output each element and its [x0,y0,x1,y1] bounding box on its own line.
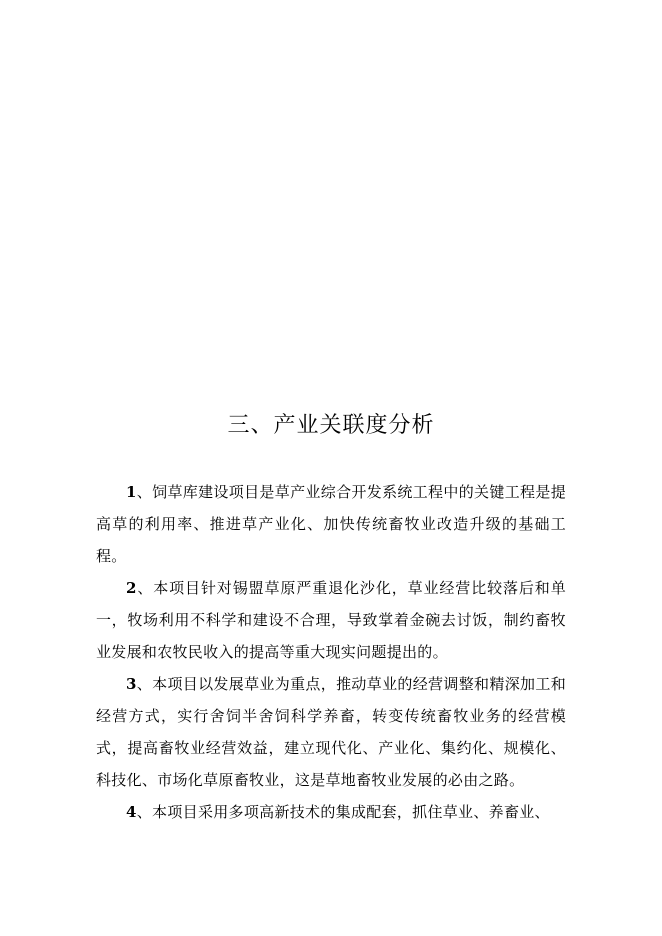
paragraph-number: 1 [126,483,137,501]
paragraph-text: 、本项目针对锡盟草原严重退化沙化，草业经营比较落后和单一，牧场利用不科学和建设不合理，导致掌着金碗去讨饭，制约畜牧业发展和农牧民收入的提高等重大现实问题提出的。 [96,579,566,661]
paragraph-text: 、本项目以发展草业为重点，推动草业的经营调整和精深加工和经营方式，实行舍饲半舍饲科学养畜，转变传统畜牧业务的经营模式，提高畜牧业经营效益，建立现代化、产业化、集约化、规模化、科技化、市场化草原畜牧业，这是草地畜牧业发展的必由之路。 [96,675,566,789]
paragraph-3 [96,668,566,796]
paragraph-text: 、饲草库建设项目是草产业综合开发系统工程中的关键工程是提高草的利用率、推进草产业化、加快传统畜牧业改造升级的基础工程。 [96,483,566,565]
paragraph-number: 2 [126,579,137,597]
paragraph-4 [96,796,566,828]
section-title: 三、产业关联度分析 [227,413,435,438]
document-body [96,476,566,828]
paragraph-number: 3 [126,675,137,693]
paragraph-text: 、本项目采用多项高新技术的集成配套，抓住草业、养畜业、 [136,803,550,821]
paragraph-1 [96,476,566,572]
paragraph-2 [96,572,566,668]
paragraph-number: 4 [126,803,137,821]
